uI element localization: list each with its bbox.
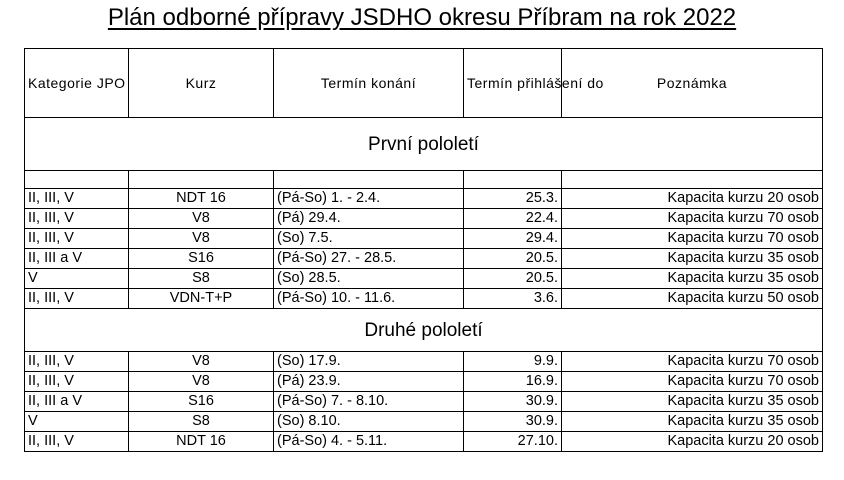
cell-kategorie: II, III a V (25, 249, 129, 269)
document-title-text: Plán odborné přípravy JSDHO okresu Příbram na rok 2022 (107, 4, 737, 31)
cell-poznamka: Kapacita kurzu 50 osob (562, 289, 823, 309)
cell-termin-konani: (Pá-So) 10. - 11.6. (274, 289, 464, 309)
cell-termin-konani: (Pá-So) 4. - 5.11. (274, 432, 464, 452)
table-row (25, 372, 823, 392)
section-title: Druhé pololetí (25, 309, 823, 352)
table-row (25, 269, 823, 289)
cell-kategorie: V (25, 269, 129, 289)
cell-termin-prihlaseni: 30.9. (464, 392, 562, 412)
empty-cell (464, 171, 562, 189)
cell-kurz: S8 (129, 269, 274, 289)
cell-termin-prihlaseni: 27.10. (464, 432, 562, 452)
cell-kurz: V8 (129, 352, 274, 372)
cell-poznamka: Kapacita kurzu 70 osob (562, 209, 823, 229)
cell-poznamka: Kapacita kurzu 35 osob (562, 249, 823, 269)
cell-kurz: V8 (129, 229, 274, 249)
cell-termin-prihlaseni: 22.4. (464, 209, 562, 229)
cell-termin-prihlaseni: 29.4. (464, 229, 562, 249)
table-row (25, 392, 823, 412)
cell-termin-prihlaseni: 3.6. (464, 289, 562, 309)
cell-termin-prihlaseni: 20.5. (464, 249, 562, 269)
cell-termin-prihlaseni: 9.9. (464, 352, 562, 372)
cell-kurz: V8 (129, 209, 274, 229)
training-plan-table (24, 48, 823, 452)
cell-kategorie: II, III, V (25, 189, 129, 209)
cell-termin-prihlaseni: 30.9. (464, 412, 562, 432)
cell-poznamka: Kapacita kurzu 35 osob (562, 392, 823, 412)
cell-termin-konani: (Pá-So) 27. - 28.5. (274, 249, 464, 269)
table-row (25, 189, 823, 209)
spacer-row (25, 171, 823, 189)
cell-termin-prihlaseni: 25.3. (464, 189, 562, 209)
cell-termin-prihlaseni: 20.5. (464, 269, 562, 289)
cell-termin-konani: (Pá-So) 7. - 8.10. (274, 392, 464, 412)
cell-termin-konani: (So) 17.9. (274, 352, 464, 372)
cell-kurz: S16 (129, 249, 274, 269)
cell-kategorie: II, III, V (25, 352, 129, 372)
section-header-row (25, 309, 823, 352)
empty-cell (25, 171, 129, 189)
cell-kategorie: II, III, V (25, 209, 129, 229)
cell-poznamka: Kapacita kurzu 35 osob (562, 412, 823, 432)
cell-kurz: NDT 16 (129, 189, 274, 209)
empty-cell (274, 171, 464, 189)
table-row (25, 412, 823, 432)
header-poznamka: Poznámka (562, 49, 823, 118)
cell-termin-konani: (So) 7.5. (274, 229, 464, 249)
cell-kurz: S16 (129, 392, 274, 412)
cell-poznamka: Kapacita kurzu 70 osob (562, 229, 823, 249)
table-header-row (25, 49, 823, 118)
cell-termin-konani: (Pá) 29.4. (274, 209, 464, 229)
table-row (25, 352, 823, 372)
empty-cell (562, 171, 823, 189)
section-header-row (25, 118, 823, 171)
table-row (25, 249, 823, 269)
cell-termin-prihlaseni: 16.9. (464, 372, 562, 392)
cell-kategorie: II, III, V (25, 289, 129, 309)
table-row (25, 432, 823, 452)
cell-termin-konani: (Pá-So) 1. - 2.4. (274, 189, 464, 209)
table-row (25, 209, 823, 229)
cell-poznamka: Kapacita kurzu 70 osob (562, 352, 823, 372)
empty-cell (129, 171, 274, 189)
cell-kategorie: II, III, V (25, 432, 129, 452)
cell-kurz: V8 (129, 372, 274, 392)
cell-kurz: S8 (129, 412, 274, 432)
cell-termin-konani: (Pá) 23.9. (274, 372, 464, 392)
table-body (25, 118, 823, 452)
cell-termin-konani: (So) 28.5. (274, 269, 464, 289)
cell-kategorie: II, III, V (25, 372, 129, 392)
cell-poznamka: Kapacita kurzu 70 osob (562, 372, 823, 392)
cell-poznamka: Kapacita kurzu 35 osob (562, 269, 823, 289)
header-kurz: Kurz (129, 49, 274, 118)
cell-kategorie: II, III a V (25, 392, 129, 412)
cell-kategorie: V (25, 412, 129, 432)
table-row (25, 289, 823, 309)
header-termin-konani: Termín konání (274, 49, 464, 118)
cell-poznamka: Kapacita kurzu 20 osob (562, 189, 823, 209)
cell-poznamka: Kapacita kurzu 20 osob (562, 432, 823, 452)
cell-kategorie: II, III, V (25, 229, 129, 249)
cell-kurz: VDN-T+P (129, 289, 274, 309)
cell-kurz: NDT 16 (129, 432, 274, 452)
section-title: První pololetí (25, 118, 823, 171)
header-kategorie: Kategorie JPO (25, 49, 129, 118)
header-termin-prihlaseni: Termín přihlášení do (464, 49, 562, 118)
document-title (0, 4, 844, 32)
table-row (25, 229, 823, 249)
cell-termin-konani: (So) 8.10. (274, 412, 464, 432)
